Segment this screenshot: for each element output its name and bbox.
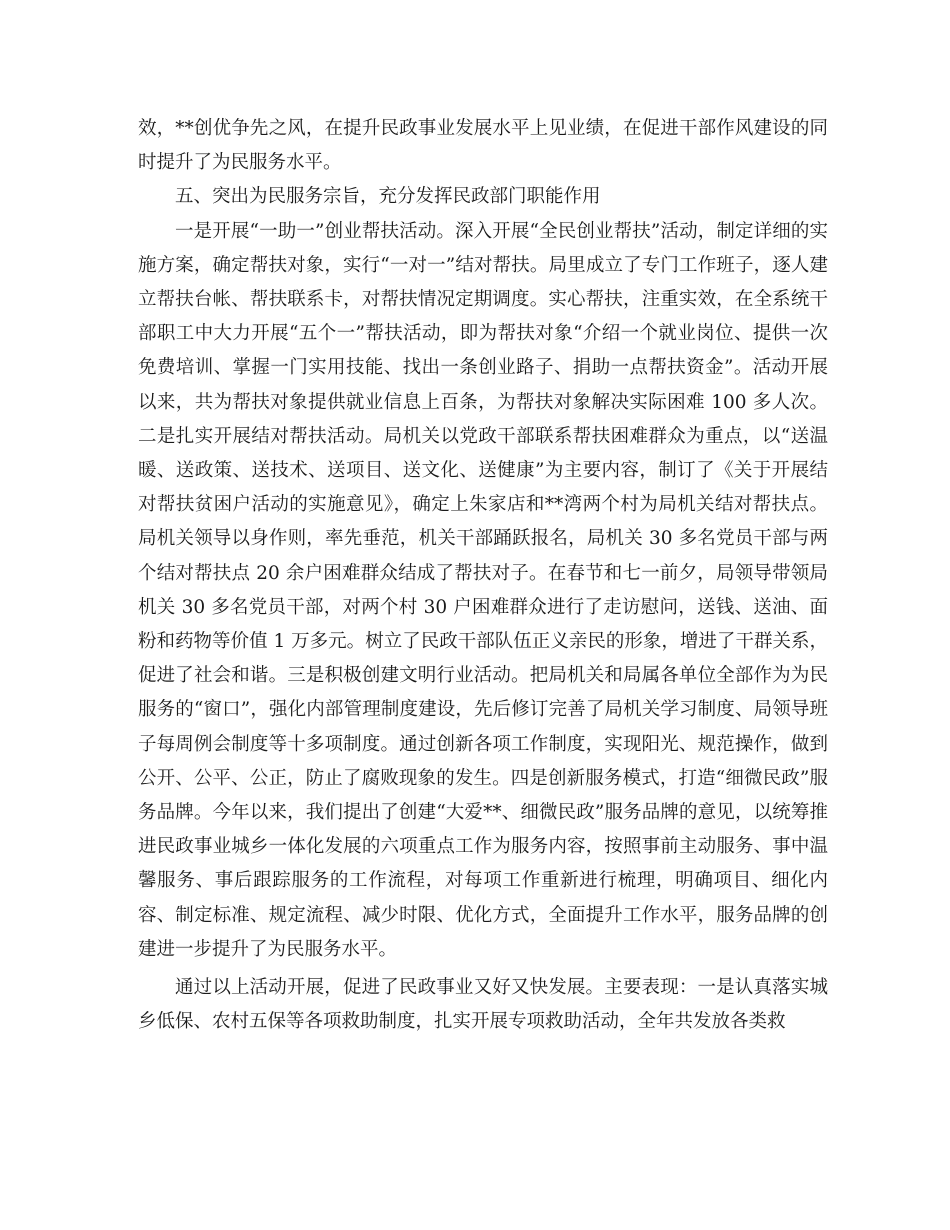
- paragraph-results: 通过以上活动开展，促进了民政事业又好又快发展。主要表现：一是认真落实城乡低保、农村五保等各项救助制度，扎实开展专项救助活动，全年共发放各类救: [138, 977, 828, 1033]
- section-heading-five: 五、突出为民服务宗旨，充分发挥民政部门职能作用: [175, 186, 601, 208]
- paragraph-continuation: 效，**创优争先之风，在提升民政事业发展水平上见业绩，在促进干部作风建设的同时提升了为民服务水平。: [138, 118, 828, 174]
- paragraph-activities: 一是开展“一助一”创业帮扶活动。深入开展“全民创业帮扶”活动，制定详细的实施方案，确定帮扶对象，实行“一对一”结对帮扶。局里成立了专门工作班子，逐人建立帮扶台帐、帮扶联系卡，对帮扶情况定期调度。实心帮扶，注重实效，在全系统干部职工中大力开展“五个一”帮扶活动，即为帮扶对象“介绍一个就业岗位、提供一次免费培训、掌握一门实用技能、找出一条创业路子、捐助一点帮扶资金”。活动开展以来，共为帮扶对象提供就业信息上百条，为帮扶对象解决实际困难 100 多人次。二是扎实开展结对帮扶活动。局机关以党政干部联系帮扶困难群众为重点，以“送温暖、送政策、送技术、送项目、送文化、送健康”为主要内容，制订了《关于开展结对帮扶贫困户活动的实施意见》，确定上朱家店和**湾两个村为局机关结对帮扶点。局机关领导以身作则，率先垂范，机关干部踊跃报名，局机关 30 多名党员干部与两个结对帮扶点 20 余户困难群众结成了帮扶对子。在春节和七一前夕，局领导带领局机关 30 多名党员干部，对两个村 30 户困难群众进行了走访慰问，送钱、送油、面粉和药物等价值 1 万多元。树立了民政干部队伍正义亲民的形象，增进了干群关系，促进了社会和谐。三是积极创建文明行业活动。把局机关和局属各单位全部作为为民服务的“窗口”，强化内部管理制度建设，先后修订完善了局机关学习制度、局领导班子每周例会制度等十多项制度。通过创新各项工作制度，实现阳光、规范操作，做到公开、公平、公正，防止了腐败现象的发生。四是创新服务模式，打造“细微民政”服务品牌。今年以来，我们提出了创建“大爱**、细微民政”服务品牌的意见，以统筹推进民政事业城乡一体化发展的六项重点工作为服务内容，按照事前主动服务、事中温馨服务、事后跟踪服务的工作流程，对每项工作重新进行梳理，明确项目、细化内容、制定标准、规定流程、减少时限、优化方式，全面提升工作水平，服务品牌的创建进一步提升了为民服务水平。: [138, 220, 828, 960]
- document-body: [138, 112, 828, 1039]
